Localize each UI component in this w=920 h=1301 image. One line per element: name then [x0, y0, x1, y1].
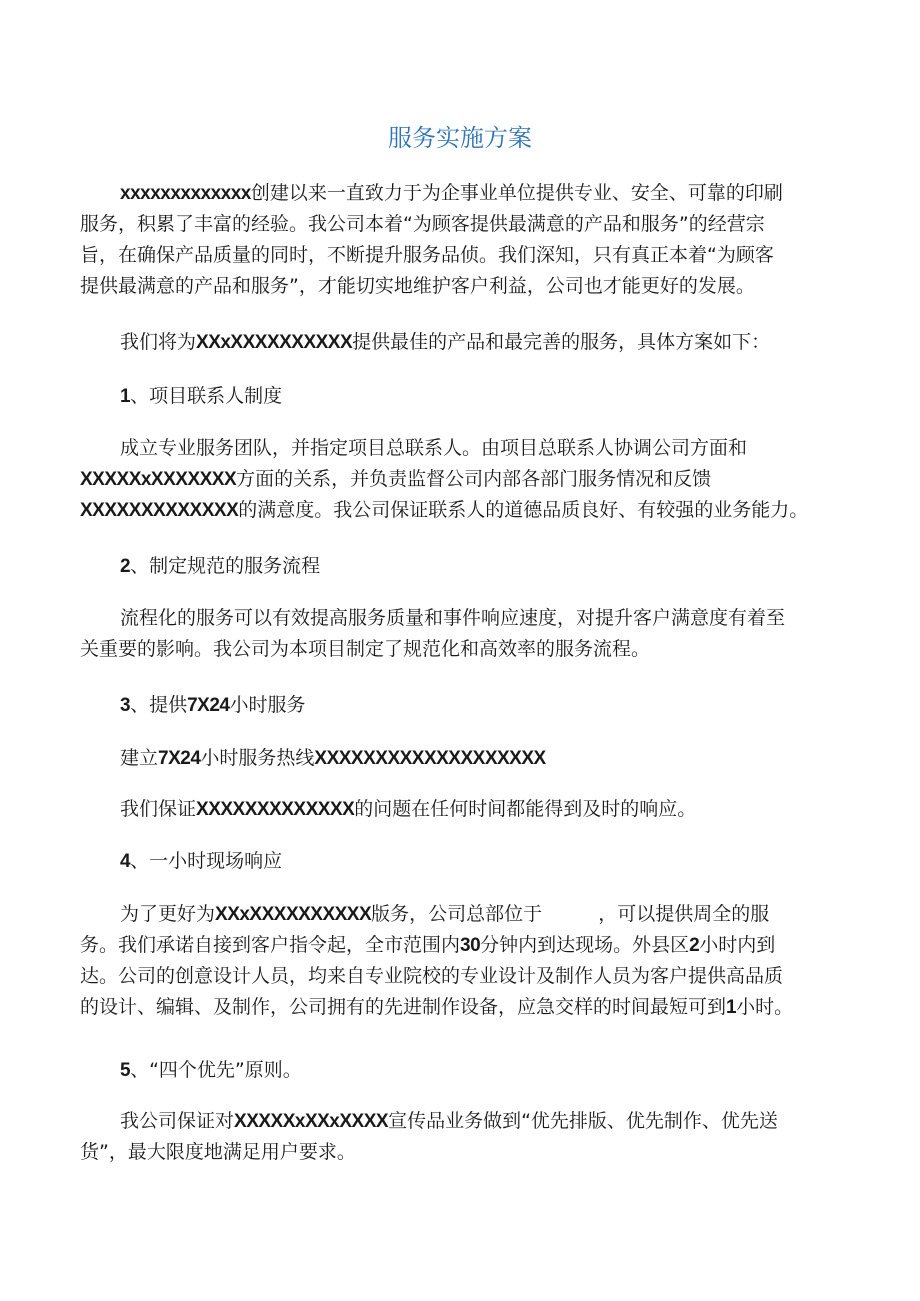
- section-5-heading: 5、“四个优先”原则。: [120, 1059, 302, 1081]
- section-3-heading: 3、提供7X24小时服务: [120, 694, 306, 716]
- section-3-hotline: 建立7X24小时服务热线XXXXXXXXXXXXXXXXXXX: [120, 747, 546, 769]
- plan-intro: 我们将为XXxXXXXXXXXXX提供最佳的产品和最完善的服务，具体方案如下：: [120, 331, 771, 353]
- section-2-body: 流程化的服务可以有效提高服务质量和事件响应速度，对提升客户满意度有着至 关重要的影响。我公司为本项目制定了规范化和高效率的服务流程。: [80, 607, 786, 660]
- intro-line-4: 提供最满意的产品和服务”，才能切实地维护客户利益，公司也才能更好的发展。: [80, 275, 755, 297]
- section-4-heading: 4、一小时现场响应: [120, 850, 283, 872]
- intro-line-3: 旨，在确保产品质量的同时，不断提升服务品侦。我们深知，只有真正本着“为顾客: [80, 244, 774, 266]
- section-1-heading: 1、项目联系人制度: [120, 385, 283, 407]
- page-title: 服务实施方案: [388, 124, 532, 152]
- section-3-guarantee: 我们保证XXXXXXXXXXXXX的问题在任何时间都能得到及时的响应。: [120, 798, 697, 820]
- intro-line-2: 服务，积累了丰富的经验。我公司本着“为顾客提供最满意的产品和服务”的经营宗: [80, 213, 765, 235]
- section-4-body: 为了更好为XXxXXXXXXXXXX版务，公司总部位于 ，可以提供周全的服 务。我们承诺自接到客户指令起，全市范围内30分钟内到达现场。外县区2小时内到 达。公司的创意设计人员，均来自专业院校的专业设计及制作人员为客户提供高品质 的设计、编辑、及制作，公司拥有的先进制作设备，应急交样的时间最短可到1小时。: [80, 903, 794, 1018]
- section-5-body: 我公司保证对XXXXXxXXxXXXX宣传品业务做到“优先排版、优先制作、优先送 货”，最大限度地满足用户要求。: [80, 1110, 778, 1163]
- section-1-body: 成立专业服务团队，并指定项目总联系人。由项目总联系人协调公司方面和 XXXXXxXXXXXXX方面的关系，并负责监督公司内部各部门服务情况和反馈 XXXXXXXXXXXXX的满意度。我公司保证联系人的道德品质良好、有较强的业务能力。: [80, 437, 809, 521]
- section-2-heading: 2、制定规范的服务流程: [120, 555, 321, 577]
- intro-paragraph: [80, 178, 783, 302]
- intro-line-1: xxxxxxxxxxxxx创建以来一直致力于为企事业单位提供专业、安全、可靠的印刷: [120, 182, 783, 204]
